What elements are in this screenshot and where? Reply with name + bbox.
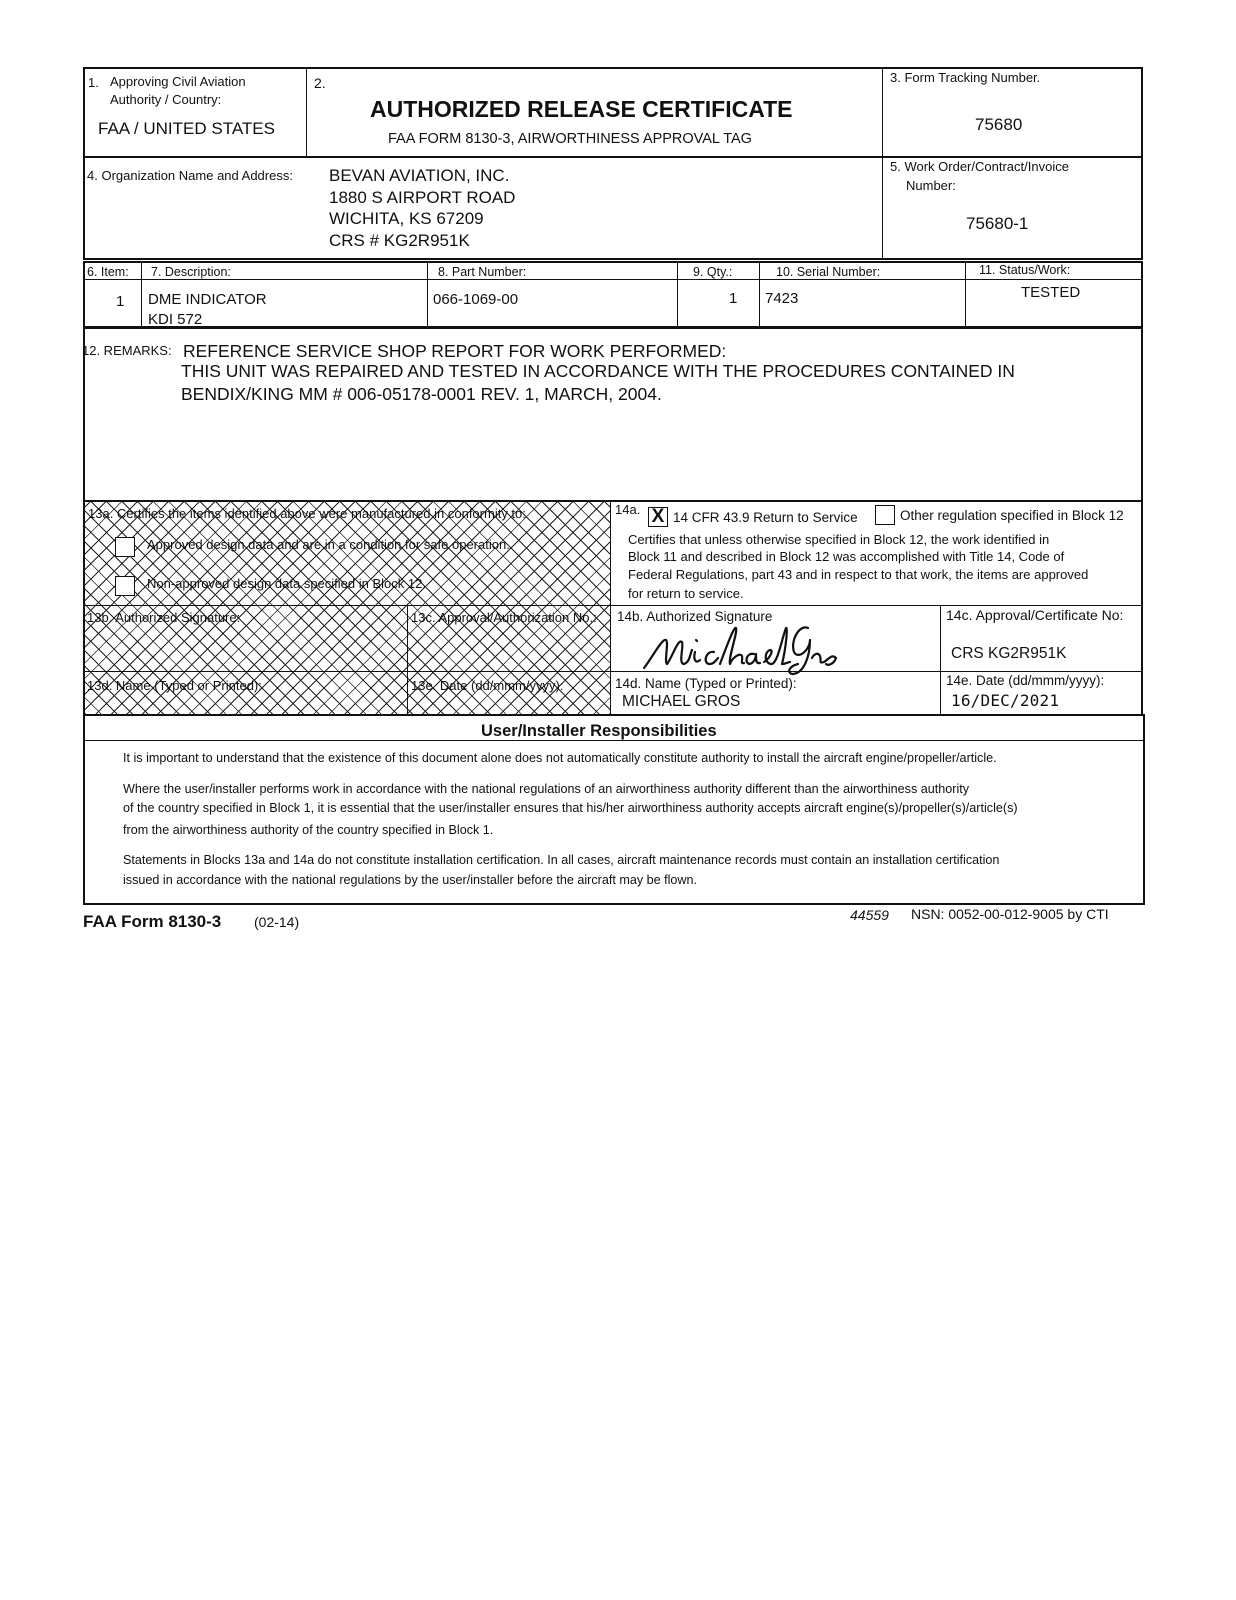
remarks-line: REFERENCE SERVICE SHOP REPORT FOR WORK PERFORMED:: [183, 341, 727, 361]
block14a-number: 14a.: [615, 502, 641, 517]
organization-label: 4. Organization Name and Address:: [87, 168, 293, 183]
responsibilities-paragraph: Statements in Blocks 13a and 14a do not constitute installation certification. In all cases, aircraft maintenance records must contain an installation certification: [123, 853, 1000, 867]
block14a-option-return-to-service: 14 CFR 43.9 Return to Service: [673, 510, 858, 525]
footer-nsn: NSN: 0052-00-012-9005 by CTI: [911, 906, 1109, 922]
block14a-checkbox-other-regulation[interactable]: [875, 505, 895, 525]
divider: [407, 606, 408, 715]
remarks-line: BENDIX/KING MM # 006-05178-0001 REV. 1, MARCH, 2004.: [181, 384, 662, 404]
divider: [306, 68, 307, 158]
work-order-number: 75680-1: [966, 214, 1029, 233]
qty-value: 1: [729, 290, 738, 307]
block14c-label: 14c. Approval/Certificate No:: [946, 607, 1124, 623]
block13a-option-approved: Approved design data and are in a condition for safe operation.: [147, 537, 510, 552]
block14a-text: Block 11 and described in Block 12 was accomplished with Title 14, Code of: [628, 549, 1065, 564]
serial-header: 10. Serial Number:: [776, 265, 881, 279]
block14a-text: Federal Regulations, part 43 and in respect to that work, the items are approved: [628, 567, 1089, 582]
document-subtitle: FAA FORM 8130-3, AIRWORTHINESS APPROVAL TAG: [388, 131, 752, 147]
divider: [84, 671, 1142, 672]
block2-number: 2.: [314, 75, 326, 91]
block13a-checkbox-non-approved[interactable]: [115, 576, 135, 596]
responsibilities-paragraph: of the country specified in Block 1, it is essential that the user/installer ensures that his/her airworthiness authority accepts aircraft engine(s)/propeller(s)/article(s): [123, 801, 1018, 815]
signer-name: MICHAEL GROS: [622, 693, 741, 710]
block13e-label: 13e. Date (dd/mmm/yyyy):: [411, 678, 564, 693]
responsibilities-paragraph: from the airworthiness authority of the country specified in Block 1.: [123, 823, 494, 837]
document-title: AUTHORIZED RELEASE CERTIFICATE: [370, 96, 793, 122]
organization-city: WICHITA, KS 67209: [329, 209, 484, 228]
authority-country-value: FAA / UNITED STATES: [98, 119, 275, 138]
form-tracking-number: 75680: [975, 115, 1023, 134]
table-header-divider: [84, 279, 1142, 280]
responsibilities-paragraph: It is important to understand that the existence of this document alone does not automatically constitute authority to install the aircraft engine/propeller/article.: [123, 751, 997, 765]
organization-street: 1880 S AIRPORT ROAD: [329, 188, 516, 207]
divider: [427, 262, 428, 328]
divider: [610, 501, 611, 715]
block13c-label: 13c. Approval/Authorization No.:: [411, 610, 597, 625]
remarks-line: THIS UNIT WAS REPAIRED AND TESTED IN ACCORDANCE WITH THE PROCEDURES CONTAINED IN: [181, 361, 1015, 381]
release-date: 16/DEC/2021: [951, 691, 1060, 710]
divider: [759, 262, 760, 328]
divider: [940, 606, 941, 715]
status-header: 11. Status/Work:: [979, 263, 1071, 277]
work-order-label: 5. Work Order/Contract/Invoice: [890, 159, 1069, 174]
item-header: 6. Item:: [87, 265, 129, 279]
description-header: 7. Description:: [151, 265, 231, 279]
block14a-checkbox-return-to-service[interactable]: X: [648, 507, 668, 527]
block14d-label: 14d. Name (Typed or Printed):: [615, 676, 797, 691]
block1-label-2: Authority / Country:: [110, 92, 222, 107]
block13a-option-non-approved: Non-approved design data specified in Block 12.: [147, 576, 426, 591]
description-value-2: KDI 572: [148, 311, 203, 328]
responsibilities-paragraph: issued in accordance with the national regulations by the user/installer before the aircraft may be flown.: [123, 873, 698, 887]
responsibilities-paragraph: Where the user/installer performs work in accordance with the national regulations of an airworthiness authority different than the airworthiness authority: [123, 782, 970, 796]
block13a-label: 13a. Certifies the items identified above were manufactured in conformity to:: [88, 506, 526, 521]
block14a-text: for return to service.: [628, 586, 744, 601]
organization-name: BEVAN AVIATION, INC.: [329, 166, 510, 185]
description-value: DME INDICATOR: [148, 291, 267, 308]
qty-header: 9. Qty.:: [693, 265, 733, 279]
serial-value: 7423: [765, 290, 799, 307]
certificate-number: CRS KG2R951K: [951, 645, 1067, 662]
part-number-header: 8. Part Number:: [438, 265, 527, 279]
divider: [677, 262, 678, 328]
organization-crs: CRS # KG2R951K: [329, 231, 470, 250]
part-number-value: 066-1069-00: [433, 291, 519, 308]
block14b-label: 14b. Authorized Signature: [617, 609, 773, 624]
divider: [141, 262, 142, 328]
work-order-label-2: Number:: [906, 178, 956, 193]
form-revision: (02-14): [254, 914, 300, 930]
status-value: TESTED: [1021, 284, 1081, 301]
block13a-checkbox-approved[interactable]: [115, 537, 135, 557]
form-name: FAA Form 8130-3: [83, 912, 222, 931]
form-tracking-label: 3. Form Tracking Number.: [890, 70, 1041, 85]
block14a-text: Certifies that unless otherwise specified in Block 12, the work identified in: [628, 532, 1050, 547]
block1-number: 1.: [88, 75, 99, 90]
block14a-option-other-regulation: Other regulation specified in Block 12: [900, 508, 1124, 523]
item-value: 1: [116, 293, 125, 310]
signature-image: [640, 618, 840, 676]
block13d-label: 13d. Name (Typed or Printed):: [87, 678, 262, 693]
footer-code: 44559: [850, 907, 889, 923]
remarks-label: 12. REMARKS:: [82, 343, 172, 358]
responsibilities-title: User/Installer Responsibilities: [481, 722, 717, 740]
divider: [84, 605, 1142, 606]
block13b-label: 13b. Authorized Signature:: [87, 610, 241, 625]
divider: [965, 262, 966, 328]
block14e-label: 14e. Date (dd/mmm/yyyy):: [946, 673, 1105, 688]
block1-label: Approving Civil Aviation: [110, 74, 246, 89]
